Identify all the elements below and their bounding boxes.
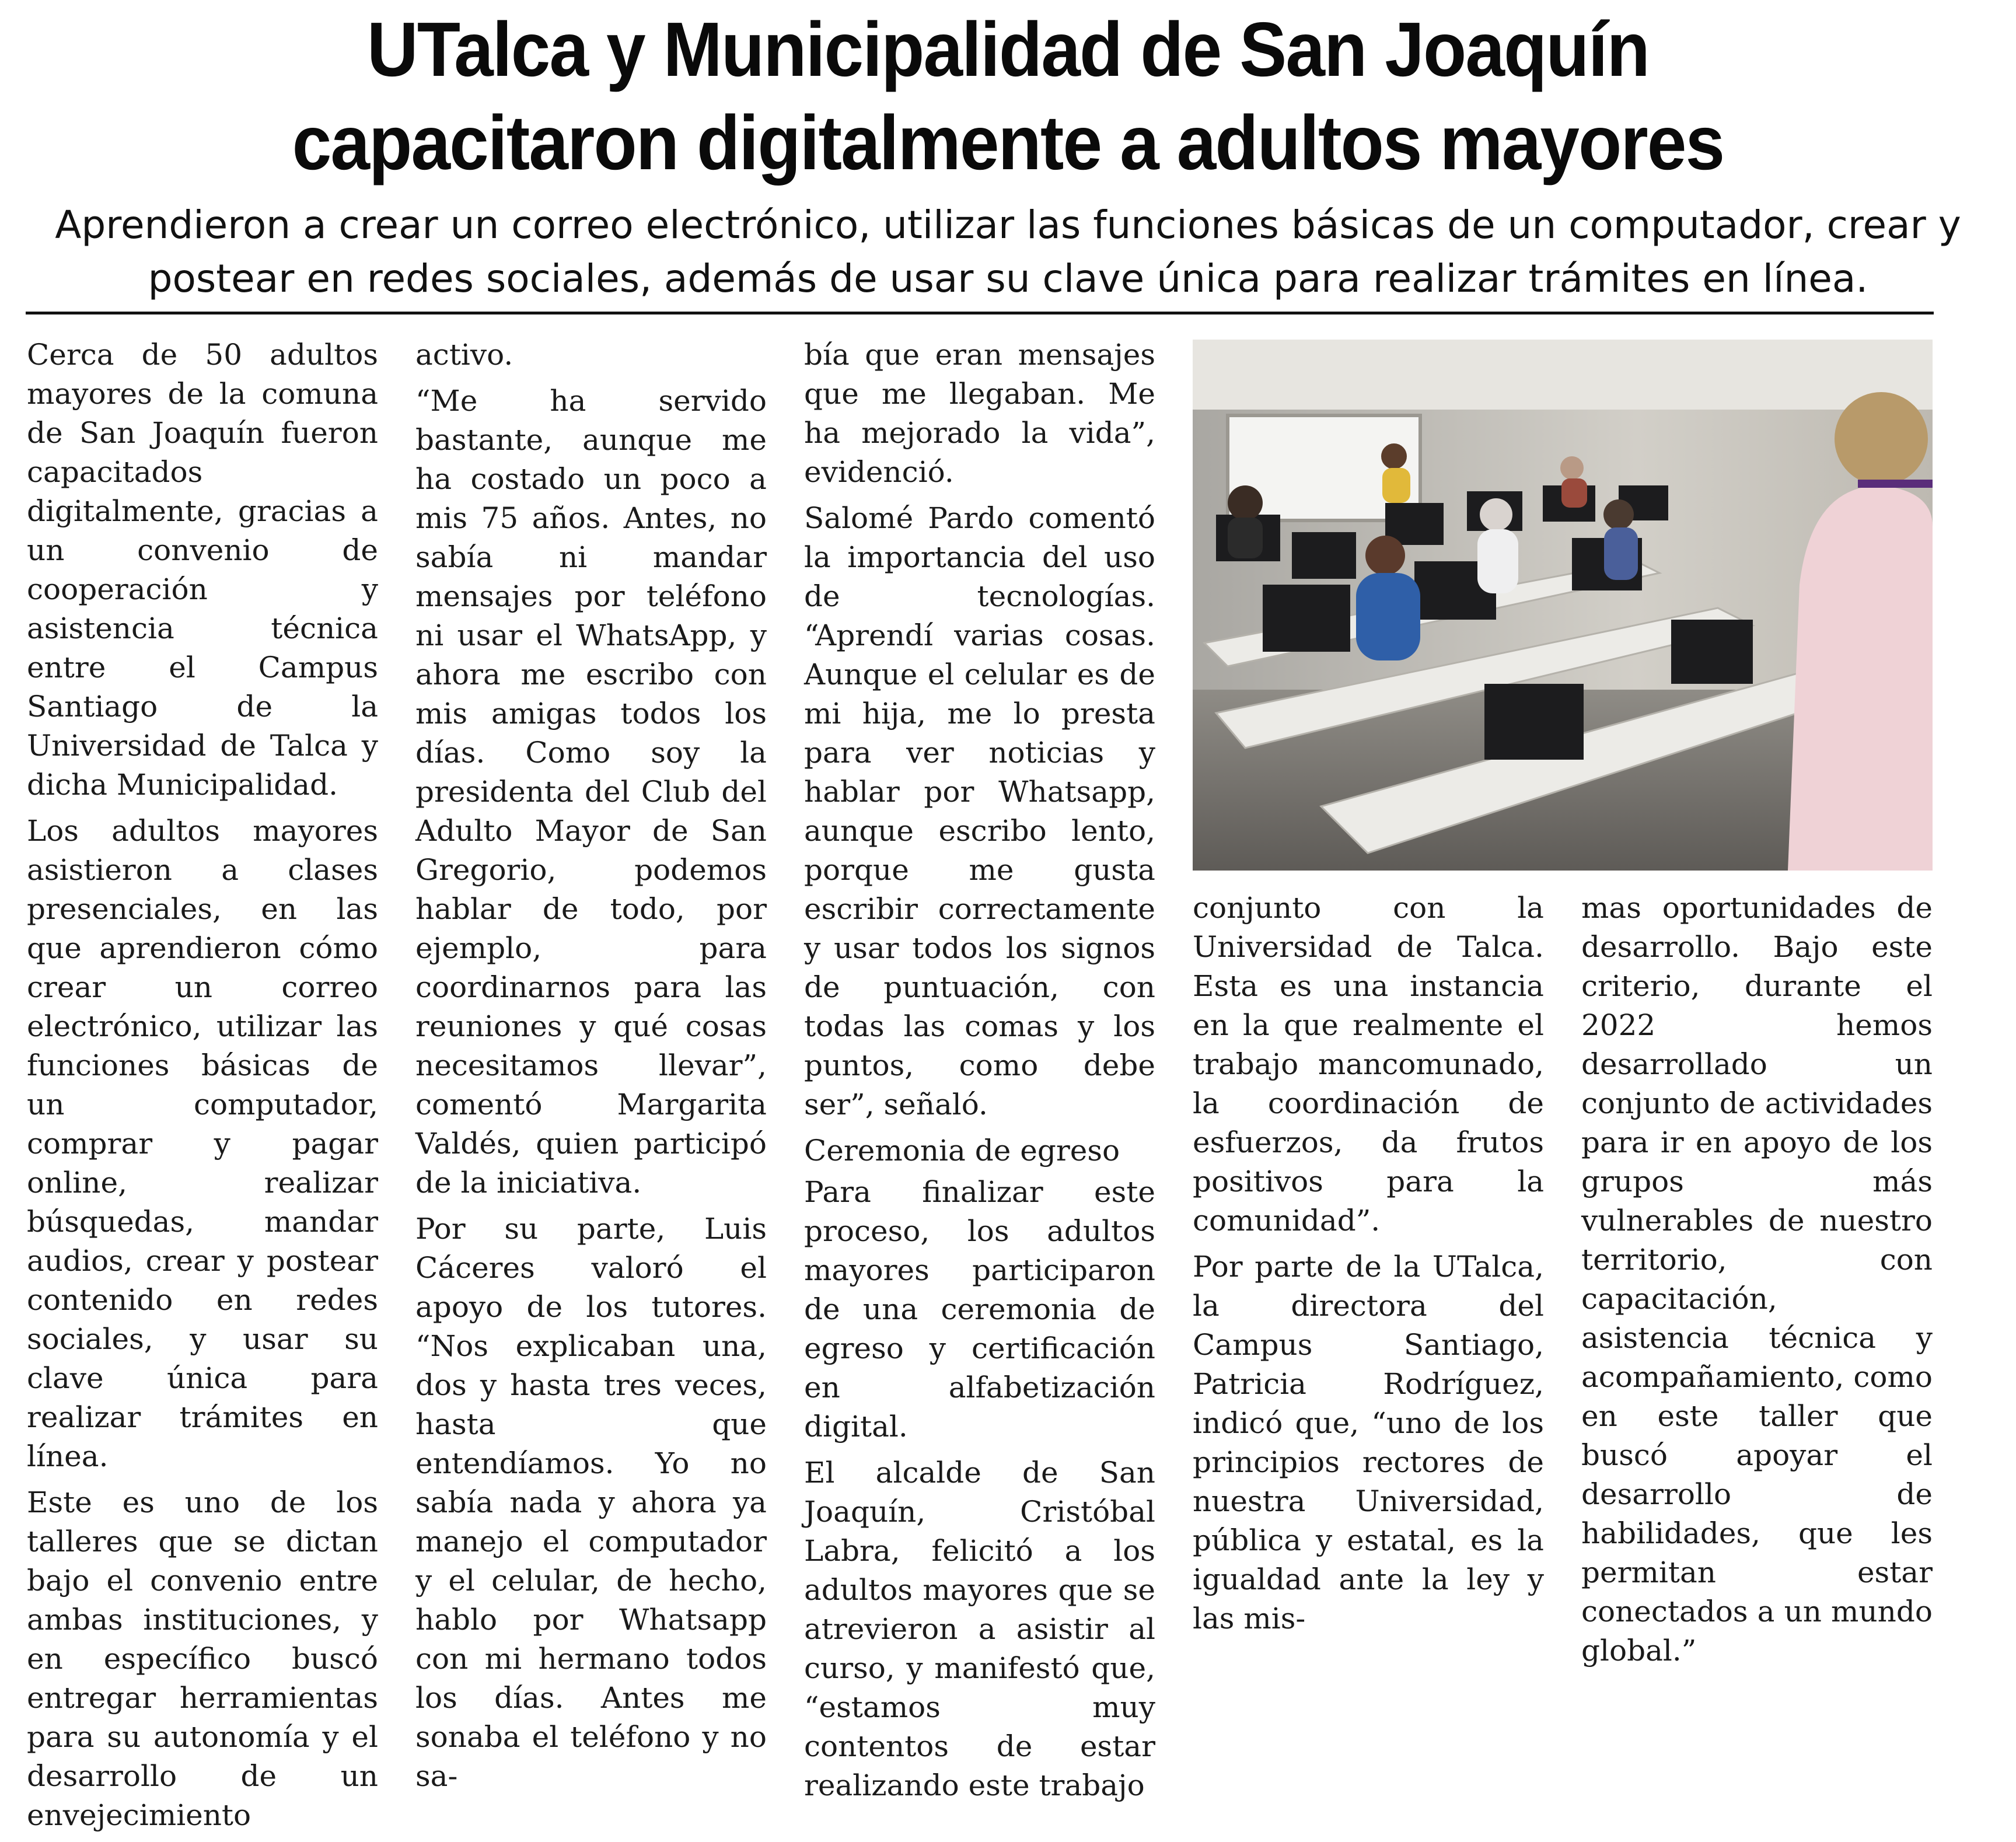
- paragraph: Cerca de 50 adultos mayores de la comuna de San Joaquín fueron capacitados digitalmente, gracias a un convenio de cooperación y asistencia técnica entre el Campus Santiago de la Universidad de Talca y dicha Municipalidad.: [27, 338, 378, 802]
- subheading: Ceremonia de egreso: [804, 1134, 1120, 1168]
- article-column-4: [1193, 889, 1544, 1645]
- ceiling: [1193, 340, 1933, 410]
- article-column-3: [804, 335, 1155, 1812]
- article-column-2: [415, 335, 767, 1803]
- header-divider: [26, 312, 1934, 314]
- classroom-photo-illustration: [1193, 340, 1933, 871]
- paragraph: Por parte de la UTalca, la directora del Campus Santiago, Patricia Rodríguez, indicó que, “uno de los principios rectores de nuestra Universidad, pública y estatal, es la igualdad ante la ley y las mis-: [1193, 1250, 1544, 1635]
- paragraph: Los adultos mayores asistieron a clases presenciales, en las que aprendieron cómo crear un correo electrónico, utilizar las funciones básicas de un computador, comprar y pagar online, realizar búsquedas, mandar audios, crear y postear contenido en redes sociales, y usar su clave única para realizar trámites en línea.: [27, 814, 378, 1473]
- paragraph: Este es uno de los talleres que se dictan bajo el convenio entre ambas instituciones, y en específico buscó entregar herramientas para su autonomía y el desarrollo de un envejecimiento: [27, 1486, 378, 1832]
- paragraph: mas oportunidades de desarrollo. Bajo este criterio, durante el 2022 hemos desarrollado un conjunto de actividades para ir en apoyo de los grupos más vulnerables de nuestro territorio, con capacitación, asistencia técnica y acompañamiento, como en este taller que buscó apoyar el desarrollo de habilidades, que les permitan estar conectados a un mundo global.”: [1581, 891, 1933, 1668]
- paragraph: activo.: [415, 338, 513, 372]
- article-column-5: [1581, 889, 1933, 1677]
- paragraph: “Me ha servido bastante, aunque me ha costado un poco a mis 75 años. Antes, no sabía ni mandar mensajes por teléfono ni usar el WhatsApp, y ahora me escribo con mis amigas todos los días. Como soy la presidenta del Club del Adulto Mayor de San Gregorio, podemos hablar de todo, por ejemplo, para coordinarnos para las reuniones y qué cosas necesitamos llevar”, comentó Margarita Valdés, quien participó de la iniciativa.: [415, 384, 767, 1200]
- paragraph: Salomé Pardo comentó la importancia del uso de tecnologías. “Aprendí varias cosas. Aunque el celular es de mi hija, me lo presta para ver noticias y hablar por Whatsapp, aunque escribo lento, porque me gusta escribir correctamente y usar todos los signos de puntuación, con todas las comas y los puntos, como debe ser”, señaló.: [804, 501, 1155, 1121]
- deck-line-1: Aprendieron a crear un correo electrónico, utilizar las funciones básicas de un computador, crear y: [55, 202, 1961, 247]
- headline-line-1: UTalca y Municipalidad de San Joaquín: [366, 6, 1649, 92]
- deck-line-2: postear en redes sociales, además de usar su clave única para realizar trámites en línea.: [148, 256, 1868, 301]
- classroom-photo: [1193, 340, 1933, 871]
- paragraph: Por su parte, Luis Cáceres valoró el apoyo de los tutores. “Nos explicaban una, dos y hasta tres veces, hasta que entendíamos. Yo no sabía nada y ahora ya manejo el computador y el celular, de hecho, hablo por Whatsapp con mi hermano todos los días. Antes me sonaba el teléfono y no sa-: [415, 1212, 767, 1793]
- paragraph: El alcalde de San Joaquín, Cristóbal Labra, felicitó a los adultos mayores que se atrevieron a asistir al curso, y manifestó que, “estamos muy contentos de estar realizando este trabajo: [804, 1456, 1155, 1802]
- headline-line-2: capacitaron digitalmente a adultos mayores: [292, 100, 1724, 186]
- paragraph: bía que eran mensajes que me llegaban. Me ha mejorado la vida”, evidenció.: [804, 338, 1155, 489]
- paragraph: conjunto con la Universidad de Talca. Esta es una instancia en la que realmente el trabajo mancomunado, la coordinación de esfuerzos, da frutos positivos para la comunidad”.: [1193, 891, 1544, 1238]
- article-column-1: [27, 335, 378, 1842]
- paragraph: Para finalizar este proceso, los adultos mayores participaron de una ceremonia de egreso y certificación en alfabetización digital.: [804, 1175, 1155, 1443]
